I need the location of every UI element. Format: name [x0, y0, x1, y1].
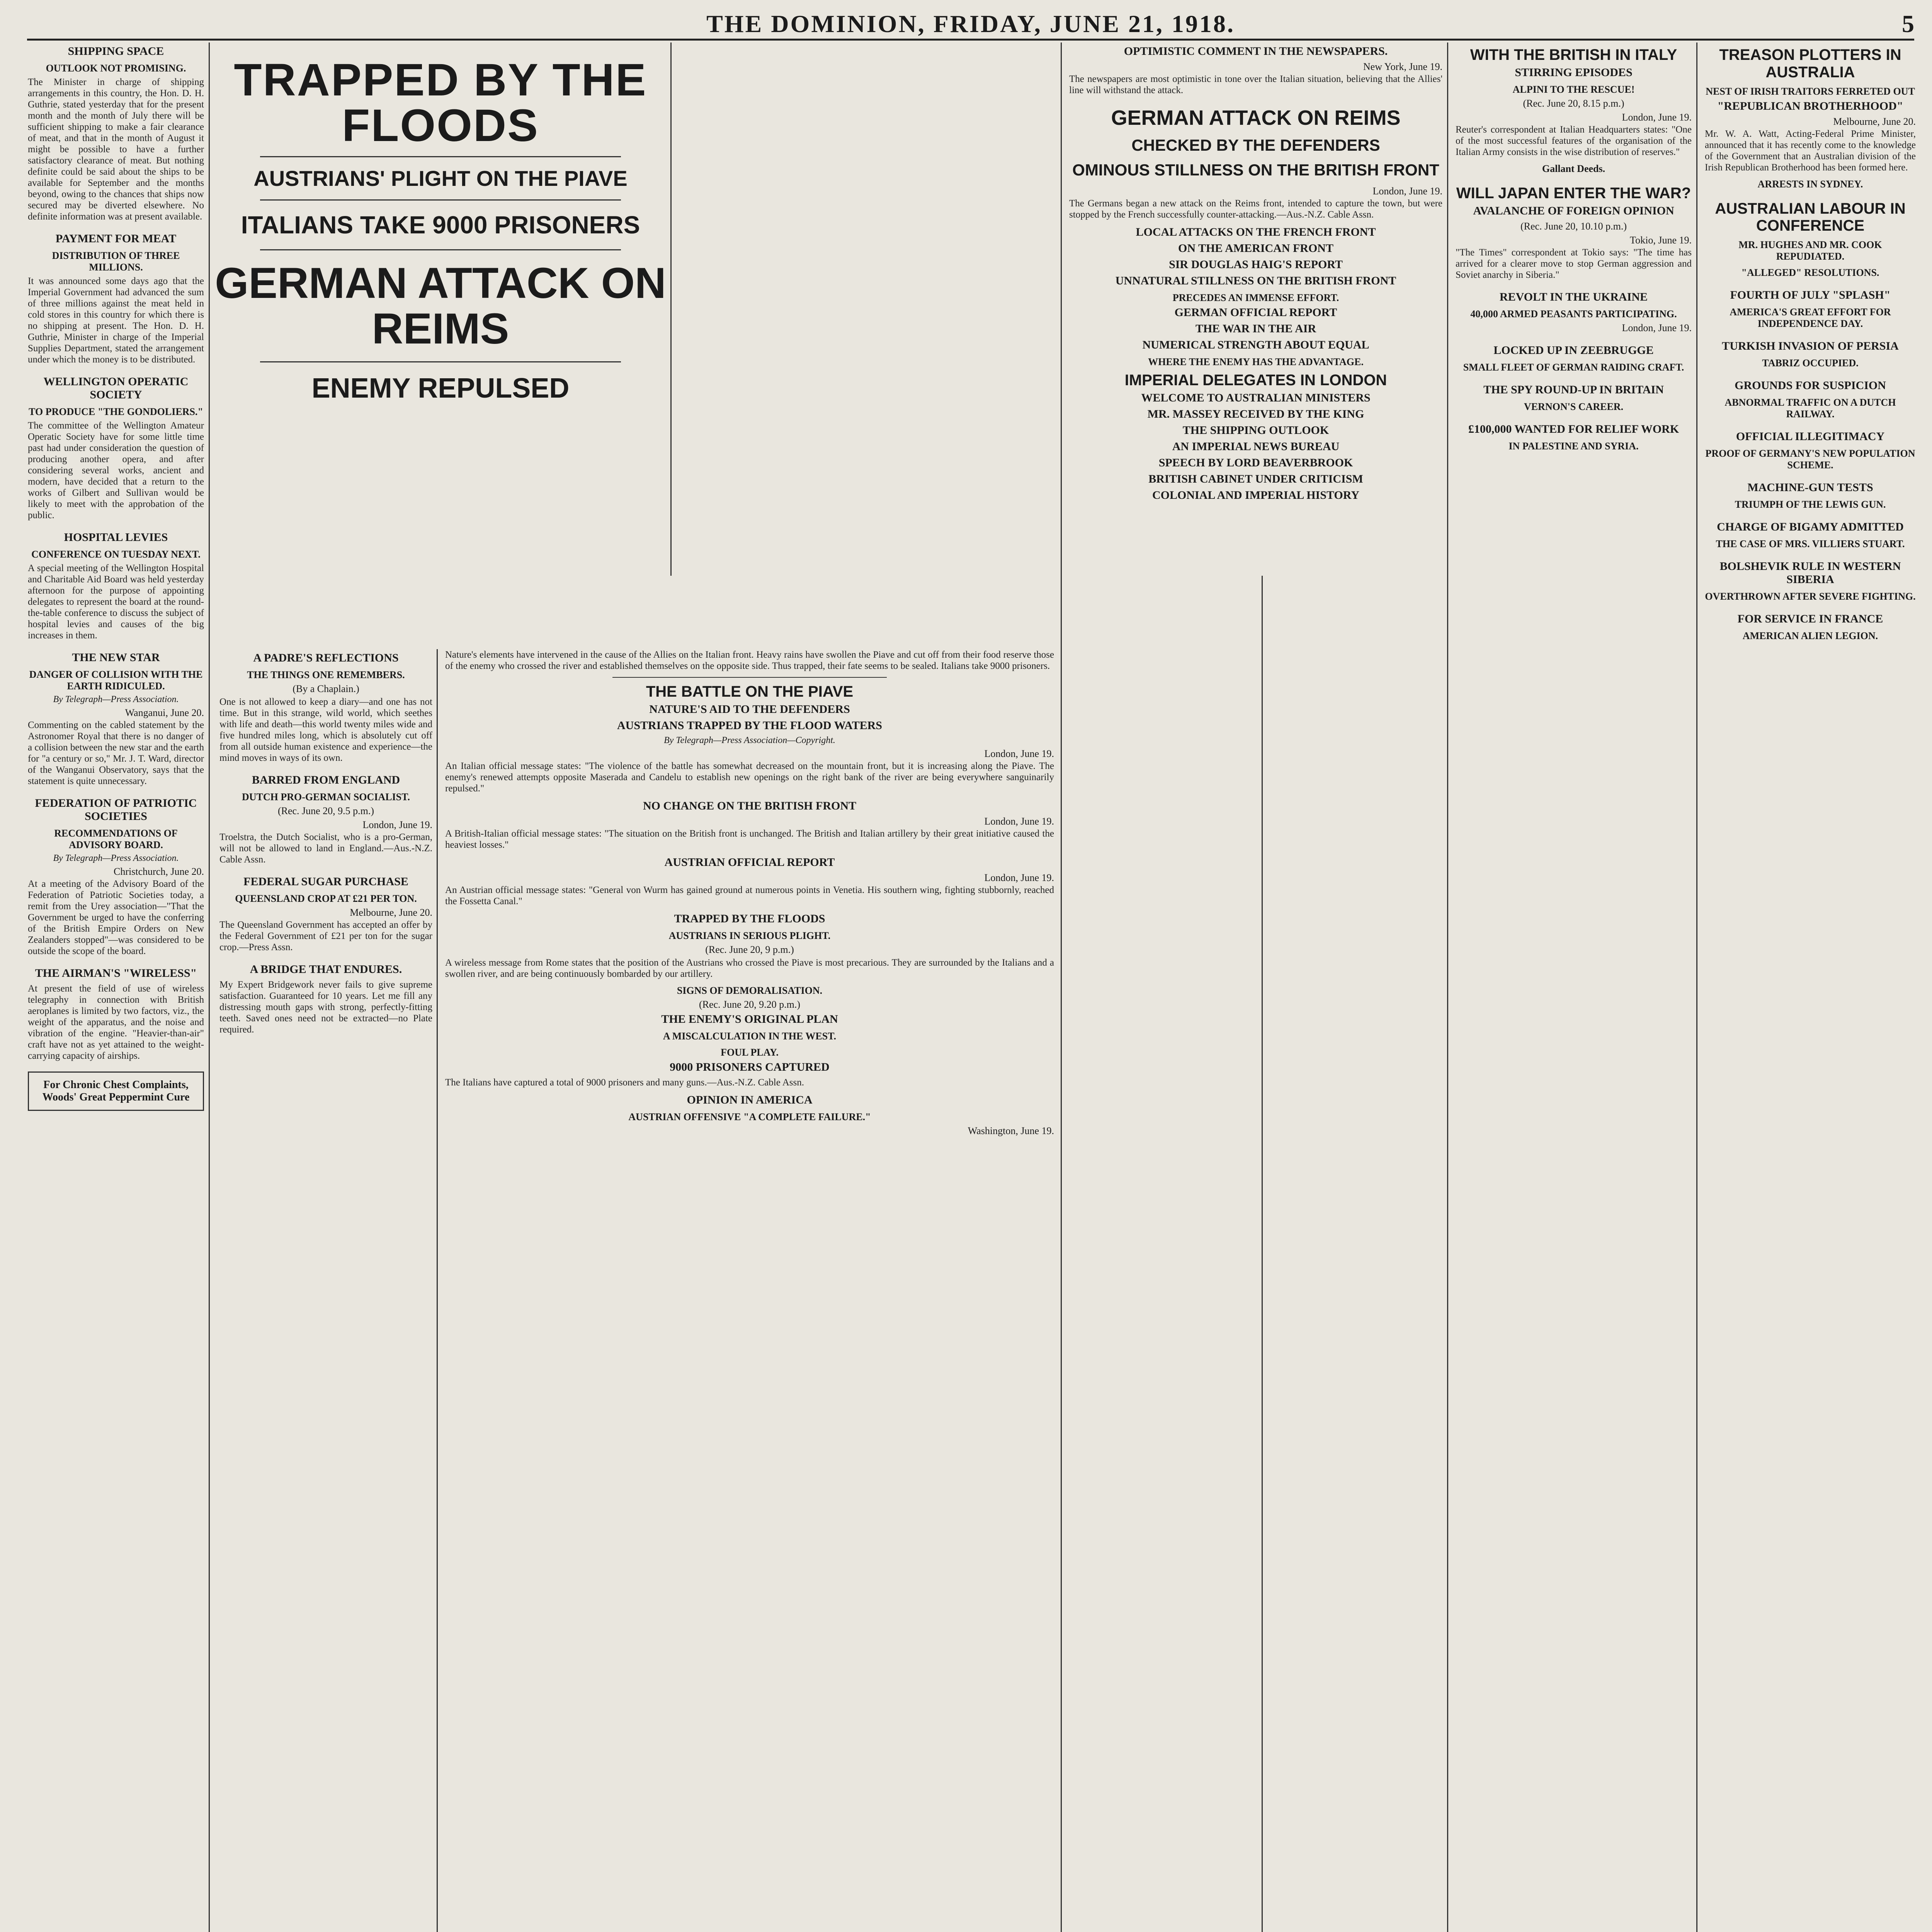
article-body: A special meeting of the Wellington Hospital and Charitable Aid Board was held yesterday afternoon for the purpose of appointing delegates to represent the board at the round-the-table conference to discuss the subject of hospital levies and causes of the big increases in them. — [28, 563, 204, 641]
article-body: The Italians have captured a total of 9000 prisoners and many guns.—Aus.-N.Z. Cable Assn. — [445, 1077, 804, 1088]
headline: FOURTH OF JULY "SPLASH" — [1730, 289, 1891, 302]
article-bolshevik — [1705, 560, 1916, 602]
subheading: IN PALESTINE AND SYRIA. — [1509, 440, 1639, 452]
dateline: London, June 19. — [984, 872, 1054, 883]
lead-intro: Nature's elements have intervened in the cause of the Allies on the Italian front. Heavy rains have swollen the Piave and cut off from their food reserve those of the enemy who crossed the river and established themselves on the opposite side. Thus trapped, their fate seems to be sealed. Italians take 9000 prisoners. — [445, 650, 1054, 671]
headline: THE SHIPPING OUTLOOK — [1182, 423, 1329, 437]
subheading: AVALANCHE OF FOREIGN OPINION — [1473, 204, 1674, 217]
headline: OFFICIAL ILLEGITIMACY — [1736, 430, 1885, 443]
dateline: Melbourne, June 20. — [1833, 116, 1916, 127]
credit-line: By Telegraph—Press Association—Copyright. — [664, 735, 835, 745]
subheading: Gallant Deeds. — [1542, 163, 1605, 174]
headline: AUSTRALIAN LABOUR IN CONFERENCE — [1715, 200, 1906, 235]
article-fourth-of-july — [1705, 289, 1916, 330]
byline: (By a Chaplain.) — [293, 683, 359, 694]
headline: NO CHANGE ON THE BRITISH FRONT — [643, 799, 857, 812]
received-line: (Rec. June 20, 8.15 p.m.) — [1523, 97, 1624, 109]
subheading: AMERICAN ALIEN LEGION. — [1742, 630, 1878, 642]
lead-headline: TRAPPED BY THE FLOODS — [234, 54, 647, 151]
column-1 — [23, 43, 209, 1932]
article-body: A wireless message from Rome states that the position of the Austrians who crossed the Piave is most precarious. They are surrounded by the Italians and a swollen river, and are being continuously bombarded by our artillery. — [445, 957, 1054, 979]
subheading: CONFERENCE ON TUESDAY NEXT. — [31, 549, 201, 560]
article-body: My Expert Bridgework never fails to give supreme satisfaction. Guaranteed for 10 years. Let me fill any distressing mouth gaps with strong, perfectly-fitting teeth. Saved ones need not be extracted—no Plate required. — [219, 980, 432, 1035]
masthead-title: THE DOMINION, FRIDAY, JUNE 21, 1918. — [706, 10, 1235, 37]
headline: AUSTRIAN OFFICIAL REPORT — [664, 855, 835, 869]
dateline: Melbourne, June 20. — [350, 907, 432, 918]
article-body: The newspapers are most optimistic in tone over the Italian situation, believing that the Allies' line will withstand the attack. — [1069, 74, 1442, 95]
lead-subheadline: ENEMY REPULSED — [311, 373, 570, 404]
subheading: SMALL FLEET OF GERMAN RAIDING CRAFT. — [1463, 361, 1684, 373]
subheading: WELCOME TO AUSTRALIAN MINISTERS — [1141, 391, 1371, 404]
article-grounds — [1705, 379, 1916, 420]
article-body: Mr. W. A. Watt, Acting-Federal Prime Minister, announced that it has recently come to the knowledge of the Government that an Australian division of the Irish Republican Brotherhood has been formed here. — [1705, 128, 1916, 173]
headline: FOR SERVICE IN FRANCE — [1737, 612, 1883, 626]
article-spy — [1456, 383, 1692, 413]
subheading: NEST OF IRISH TRAITORS FERRETED OUT — [1706, 85, 1915, 97]
subheading: QUEENSLAND CROP AT £21 PER TON. — [235, 893, 417, 904]
headline: OPINION IN AMERICA — [687, 1093, 813, 1106]
column-rule — [1061, 43, 1062, 1932]
advertisement: For Chronic Chest Complaints, Woods' Great Peppermint Cure — [28, 1071, 204, 1111]
column-rule — [1447, 43, 1448, 1932]
article-bridge — [219, 963, 432, 1035]
lead-subheadline: ITALIANS TAKE 9000 PRISONERS — [241, 211, 640, 239]
headline: PAYMENT FOR MEAT — [55, 232, 177, 245]
article-body: Commenting on the cabled statement by the Astronomer Royal that there is no danger of a collision between the new star and the earth for "a century or so," Mr. J. T. Ward, director of the Wanganui Observatory, says that the statement is quite unnecessary. — [28, 720, 204, 786]
masthead — [27, 10, 1914, 41]
article-zeebrugge — [1456, 344, 1692, 373]
headline: LOCKED UP IN ZEEBRUGGE — [1493, 344, 1654, 357]
divider — [612, 677, 886, 678]
center-articles — [440, 649, 1059, 1932]
column-2 — [215, 649, 437, 1932]
article-body: It was announced some days ago that the Imperial Government had advanced the sum of three millions against the meat held in cold stores in this country for which there is no shipping at present. The Hon. D. H. Guthrie, Minister in charge of the Imperial Supplies Department, stated the arrangement under which the money is to be distributed. — [28, 276, 204, 365]
subheading: AUSTRIAN OFFENSIVE "A COMPLETE FAILURE." — [628, 1111, 871, 1122]
headline: CHARGE OF BIGAMY ADMITTED — [1717, 520, 1904, 534]
article-service — [1705, 612, 1916, 642]
article-airmans-wireless — [28, 967, 204, 1061]
column-rule — [670, 43, 672, 576]
subheading: AUSTRIANS IN SERIOUS PLIGHT. — [668, 930, 831, 941]
lead-headline-block — [215, 46, 666, 408]
subheading: OUTLOOK NOT PROMISING. — [46, 63, 186, 74]
headline: BRITISH CABINET UNDER CRITICISM — [1148, 472, 1363, 485]
article-labour — [1705, 200, 1916, 279]
headline: WITH THE BRITISH IN ITALY — [1470, 46, 1677, 63]
subheading: MR. MASSEY RECEIVED BY THE KING — [1147, 407, 1364, 420]
headline: THE BATTLE ON THE PIAVE — [646, 683, 854, 700]
headline: A PADRE'S REFLECTIONS — [253, 651, 399, 664]
received-line: (Rec. June 20, 10.10 p.m.) — [1520, 220, 1627, 232]
subheading: TRIUMPH OF THE LEWIS GUN. — [1735, 499, 1886, 510]
article-body: Reuter's correspondent at Italian Headquarters states: "One of the most successful features of the organisation of the Italian Army consists in the wise distribution of reserves." — [1456, 124, 1692, 157]
banner-subheadline: CHECKED BY THE DEFENDERS — [1131, 136, 1380, 154]
dateline: Wanganui, June 20. — [125, 707, 204, 718]
article-japan — [1456, 185, 1692, 281]
credit-line: By Telegraph—Press Association. — [53, 853, 179, 863]
article-hospital-levies — [28, 531, 204, 641]
article-body: The Minister in charge of shipping arrangements in this country, the Hon. D. H. Guthrie, stated yesterday that for the present month and the month of July there will be sufficient shipping to make a fair clearance of meat, and that in the month of August it might be possible to have a further satisfactory clearance of meat. But nothing definite could be said about the ships to be available for September and the months beyond, owing to the chances that ships now secured may be diverted elsewhere. No definite information was at present available. — [28, 77, 204, 222]
dateline: Christchurch, June 20. — [114, 866, 204, 877]
received-line: (Rec. June 20, 9.20 p.m.) — [699, 998, 801, 1010]
dateline: Washington, June 19. — [968, 1125, 1054, 1136]
article-relief — [1456, 423, 1692, 452]
subheading: ALPINI TO THE RESCUE! — [1512, 83, 1635, 95]
column-rule — [209, 43, 210, 1932]
article-body: One is not allowed to keep a diary—and one has not time. But in this strange, wild world, which seethes with life and death—this world twenty miles wide and five hundred miles long, which is absolutely cut off from all outside human existence and experience—the mind moves in ways of its own. — [219, 697, 432, 763]
headline: 9000 PRISONERS CAPTURED — [670, 1060, 830, 1073]
subheading: MR. HUGHES AND MR. COOK REPUDIATED. — [1738, 239, 1882, 262]
subheading: VERNON'S CAREER. — [1524, 401, 1624, 412]
article-shipping-space — [28, 45, 204, 222]
subheading: OVERTHROWN AFTER SEVERE FIGHTING. — [1705, 591, 1916, 602]
article-body: An Italian official message states: "The violence of the battle has somewhat decreased on the mountain front, but it is increasing along the Piave. The enemy's renewed attempts opposite Maserada and Candelu to establish new openings on the right bank of the river are being everywhere sanguinarily repulsed." — [445, 760, 1054, 794]
headline: BARRED FROM ENGLAND — [252, 774, 400, 786]
column-8 — [1700, 43, 1920, 1932]
divider — [260, 361, 621, 362]
subheading: STIRRING EPISODES — [1515, 66, 1633, 79]
subheading: TO PRODUCE "THE GONDOLIERS." — [29, 406, 203, 417]
article-illegitimacy — [1705, 430, 1916, 471]
headline: COLONIAL AND IMPERIAL HISTORY — [1152, 488, 1359, 502]
article-body: The Queensland Government has accepted an offer by the Federal Government of £21 per ton for the sugar crop.—Press Assn. — [219, 920, 432, 952]
lead-subheadline: AUSTRIANS' PLIGHT ON THE PIAVE — [253, 166, 628, 190]
divider — [260, 156, 621, 157]
subheading: TABRIZ OCCUPIED. — [1762, 357, 1859, 369]
received-line: (Rec. June 20, 9.5 p.m.) — [277, 805, 374, 816]
headline: SPEECH BY LORD BEAVERBROOK — [1158, 456, 1353, 469]
headline: TREASON PLOTTERS IN AUSTRALIA — [1719, 46, 1901, 81]
column-7 — [1451, 43, 1696, 1932]
subheading: FOUL PLAY. — [721, 1046, 779, 1058]
subheading: 40,000 ARMED PEASANTS PARTICIPATING. — [1470, 308, 1677, 320]
page-number: 5 — [1902, 10, 1914, 37]
dateline: London, June 19. — [1622, 322, 1692, 333]
subheading: WHERE THE ENEMY HAS THE ADVANTAGE. — [1148, 356, 1364, 367]
subheading: THE THINGS ONE REMEMBERS. — [247, 669, 405, 680]
subheading: ARRESTS IN SYDNEY. — [1757, 178, 1863, 190]
article-body: "The Times" correspondent at Tokio says: "The time has arrived for a clearer move to stop German aggression and Soviet anarchy in Siberia." — [1456, 247, 1692, 280]
credit-line: By Telegraph—Press Association. — [53, 694, 179, 704]
article-ukraine — [1456, 291, 1692, 334]
article-body: The Germans began a new attack on the Reims front, intended to capture the town, but were stopped by the French successfully counter-attacking.—Aus.-N.Z. Cable Assn. — [1069, 198, 1442, 220]
headline: ON THE AMERICAN FRONT — [1178, 242, 1333, 255]
subheading: DUTCH PRO-GERMAN SOCIALIST. — [242, 791, 410, 803]
subheading: SIGNS OF DEMORALISATION. — [677, 985, 823, 996]
lead-subheadline: GERMAN ATTACK ON REIMS — [215, 259, 666, 353]
headline: OPTIMISTIC COMMENT IN THE NEWSPAPERS. — [1124, 45, 1388, 58]
headline: MACHINE-GUN TESTS — [1747, 481, 1873, 494]
dateline: London, June 19. — [362, 819, 432, 830]
columns-5-6 — [1065, 43, 1447, 1932]
article-wellington-operatic — [28, 375, 204, 521]
subheading: "ALLEGED" RESOLUTIONS. — [1741, 267, 1879, 279]
headline: WILL JAPAN ENTER THE WAR? — [1456, 184, 1691, 202]
headline: FEDERAL SUGAR PURCHASE — [243, 875, 408, 888]
subheading: PROOF OF GERMANY'S NEW POPULATION SCHEME. — [1705, 448, 1915, 471]
subheading: A MISCALCULATION IN THE WEST. — [663, 1030, 837, 1042]
article-body: A British-Italian official message states: "The situation on the British front is unchanged. The British and Italian artillery by their great initiative caused the heaviest losses." — [445, 828, 1054, 850]
headline: BOLSHEVIK RULE IN WESTERN SIBERIA — [1719, 560, 1901, 586]
subheading: AUSTRIANS TRAPPED BY THE FLOOD WATERS — [617, 719, 882, 732]
article-payment-for-meat — [28, 232, 204, 365]
headline: HOSPITAL LEVIES — [64, 531, 168, 544]
article-body: The committee of the Wellington Amateur Operatic Society have for some little time past had under consideration the question of producing another opera, and after considering several works, ancient and modern, have decided that a return to the works of Gilbert and Sullivan would be likely to meet with the approbation of the public. — [28, 420, 204, 520]
subheading: ABNORMAL TRAFFIC ON A DUTCH RAILWAY. — [1725, 397, 1896, 420]
article-body: An Austrian official message states: "General von Wurm has gained ground at numerous points in Venetia. His southern wing, fighting stubbornly, reached the Fossetta Canal." — [445, 884, 1054, 906]
headline: IMPERIAL DELEGATES IN LONDON — [1124, 372, 1387, 389]
article-machine-gun — [1705, 481, 1916, 510]
headline: TRAPPED BY THE FLOODS — [674, 912, 825, 925]
headline: £100,000 WANTED FOR RELIEF WORK — [1468, 422, 1679, 435]
subheading: PRECEDES AN IMMENSE EFFORT. — [1172, 292, 1339, 303]
headline: FEDERATION OF PATRIOTIC SOCIETIES — [35, 797, 197, 823]
headline: THE WAR IN THE AIR — [1195, 322, 1316, 335]
article-padre — [219, 651, 432, 764]
article-bigamy — [1705, 520, 1916, 550]
headline: NUMERICAL STRENGTH ABOUT EQUAL — [1142, 338, 1369, 351]
column-rule — [1696, 43, 1697, 1932]
article-body: At present the field of use of wireless telegraphy in connection with British aeroplanes is limited by two factors, viz., the weight of the apparatus, and the noise and vibration of the engine. "Heavier-than-air" craft have not as yet attained to the weight-carrying capacity of airships. — [28, 983, 204, 1061]
headline: WELLINGTON OPERATIC SOCIETY — [43, 375, 189, 401]
headline: SIR DOUGLAS HAIG'S REPORT — [1169, 258, 1343, 271]
reims-banner — [1069, 106, 1442, 179]
dateline: London, June 19. — [984, 748, 1054, 759]
headline: SHIPPING SPACE — [68, 45, 164, 58]
headline: AN IMPERIAL NEWS BUREAU — [1172, 440, 1340, 453]
article-with-british — [1456, 46, 1692, 175]
article-optimistic — [1069, 45, 1442, 96]
subheading: DANGER OF COLLISION WITH THE EARTH RIDICULED. — [29, 669, 203, 692]
subheading: RECOMMENDATIONS OF ADVISORY BOARD. — [54, 828, 178, 850]
headline: A BRIDGE THAT ENDURES. — [250, 963, 402, 976]
headline: TURKISH INVASION OF PERSIA — [1722, 340, 1899, 353]
headline: THE SPY ROUND-UP IN BRITAIN — [1483, 383, 1664, 396]
subheading: "REPUBLICAN BROTHERHOOD" — [1717, 99, 1903, 112]
article-body: Troelstra, the Dutch Socialist, who is a pro-German, will not be allowed to land in England.—Aus.-N.Z. Cable Assn. — [219, 832, 432, 865]
dateline: London, June 19. — [1622, 111, 1692, 123]
received-line: (Rec. June 20, 9 p.m.) — [705, 944, 794, 955]
headline: REVOLT IN THE UKRAINE — [1499, 290, 1648, 303]
dateline: London, June 19. — [984, 815, 1054, 827]
headline: UNNATURAL STILLNESS ON THE BRITISH FRONT — [1115, 274, 1396, 287]
article-federation — [28, 797, 204, 957]
article-treason — [1705, 46, 1916, 190]
dateline: Tokio, June 19. — [1630, 234, 1692, 246]
headline: THE ENEMY'S ORIGINAL PLAN — [661, 1012, 838, 1026]
divider — [260, 199, 621, 201]
banner-headline: GERMAN ATTACK ON REIMS — [1111, 106, 1401, 129]
banner-subheadline: OMINOUS STILLNESS ON THE BRITISH FRONT — [1072, 161, 1439, 179]
article-sugar — [219, 875, 432, 953]
divider — [260, 249, 621, 250]
dateline: London, June 19. — [1372, 185, 1442, 197]
subheading: NATURE'S AID TO THE DEFENDERS — [649, 702, 850, 716]
article-barred — [219, 774, 432, 865]
headline: GERMAN OFFICIAL REPORT — [1174, 306, 1337, 319]
headline: THE AIRMAN'S "WIRELESS" — [35, 967, 197, 980]
headline: LOCAL ATTACKS ON THE FRENCH FRONT — [1136, 226, 1376, 238]
headline: GROUNDS FOR SUSPICION — [1735, 379, 1886, 392]
subheading: DISTRIBUTION OF THREE MILLIONS. — [52, 250, 180, 273]
headline: THE NEW STAR — [72, 651, 160, 664]
subheading: THE CASE OF MRS. VILLIERS STUART. — [1716, 538, 1905, 550]
subheading: AMERICA'S GREAT EFFORT FOR INDEPENDENCE DAY. — [1730, 306, 1891, 330]
dateline: New York, June 19. — [1363, 61, 1442, 72]
article-new-star — [28, 651, 204, 787]
article-turkish — [1705, 340, 1916, 369]
article-body: At a meeting of the Advisory Board of the Federation of Patriotic Societies today, a remit from the Urey association—"That the Government be urged to have the conferring of the British Empire Orders on New Zealanders stopped"—was considered to be outside the scope of the board. — [28, 879, 204, 956]
